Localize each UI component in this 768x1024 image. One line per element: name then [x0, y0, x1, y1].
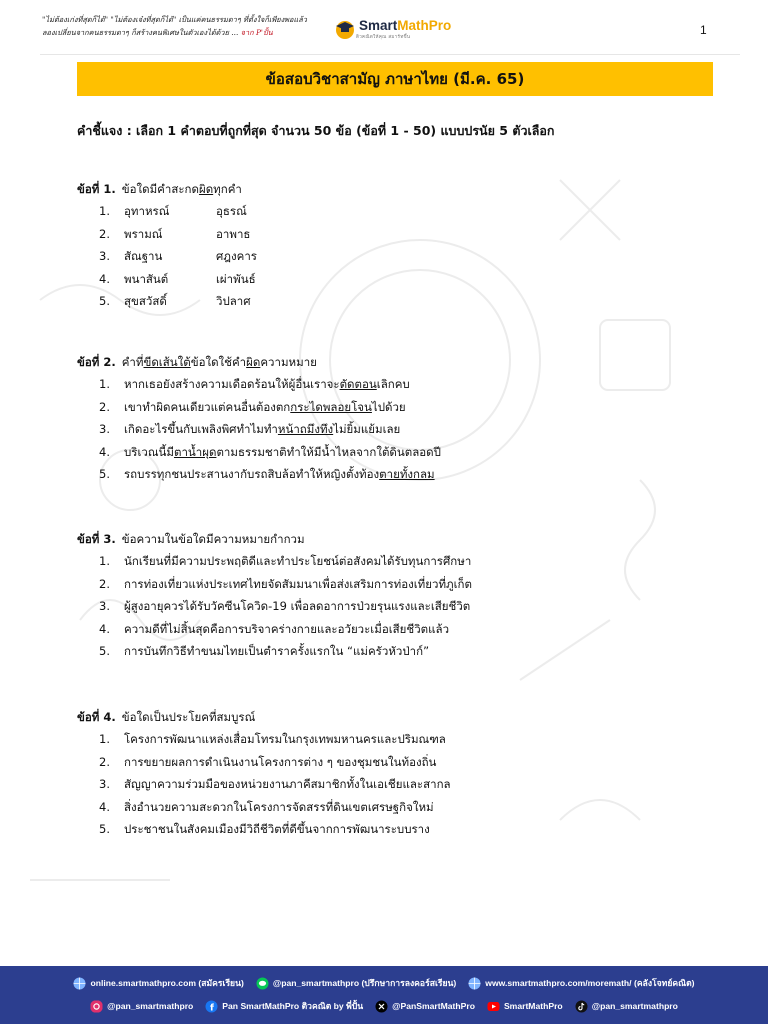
choice-word-b: เผ่าพันธ์ — [216, 271, 256, 286]
choice-word-a: สัณฐาน — [124, 249, 163, 263]
footer-row-1 — [0, 976, 768, 990]
choice-number: 5. — [99, 294, 110, 308]
choice-word-b: วิปลาศ — [216, 294, 251, 308]
logo-text-accent: MathPro — [397, 17, 452, 33]
choice-4[interactable] — [77, 441, 441, 464]
choice-4[interactable] — [77, 268, 256, 291]
footer-text: @PanSmartMathPro — [392, 1001, 475, 1011]
choice-4[interactable] — [77, 618, 450, 641]
choice-underlined: ตัดตอน — [339, 377, 377, 391]
stem-text: ข้อใดมีคำสะกด — [121, 182, 199, 196]
choice-word-b: อาพาธ — [216, 226, 251, 241]
choice-2[interactable] — [77, 396, 406, 419]
choice-number: 3. — [99, 777, 110, 791]
choice-number: 4. — [99, 444, 110, 459]
choice-2[interactable] — [77, 223, 251, 246]
question-4-stem — [77, 706, 255, 728]
choice-number: 1. — [99, 204, 110, 218]
stem-text: ข้อความในข้อใดมีความหมายกำกวม — [121, 532, 305, 546]
choice-number: 1. — [99, 554, 110, 568]
footer-text: online.smartmathpro.com (สมัครเรียน) — [90, 978, 244, 988]
choice-text: เขาทำผิดคนเดียวแต่คนอื่นต้องตก — [124, 399, 291, 414]
stem-text: คำที่ — [121, 355, 144, 369]
choice-1[interactable] — [77, 550, 472, 573]
choice-text: ความดีที่ไม่สิ้นสุดคือการบริจาคร่างกายและอวัยวะเมื่อเสียชีวิตแล้ว — [124, 621, 450, 636]
logo-tagline: ติวคณิตให้คุณ สมาร์ทขึ้น — [356, 34, 411, 40]
choice-text: บริเวณนี้มี — [124, 444, 174, 459]
header-divider — [40, 54, 740, 55]
stem-text: ความหมาย — [260, 355, 317, 369]
choice-3[interactable] — [77, 418, 401, 441]
footer-text: www.smartmathpro.com/moremath/ (คลังโจทย์คณิต) — [485, 978, 695, 988]
choice-text: สิ่งอำนวยความสะดวกในโครงการจัดสรรที่ดินเขตเศรษฐกิจใหม่ — [124, 799, 434, 814]
choice-1[interactable] — [77, 373, 410, 396]
question-number: ข้อที่ 3. — [77, 532, 116, 546]
question-1 — [77, 178, 257, 313]
youtube-icon — [487, 1000, 500, 1013]
footer-website-signup[interactable] — [73, 976, 243, 990]
choice-text: ผู้สูงอายุควรได้รับวัคซีนโควิด-19 เพื่อลดอาการป่วยรุนแรงและเสียชีวิต — [124, 599, 471, 613]
header-slogan — [42, 13, 342, 39]
choice-text: การขยายผลการดำเนินงานโครงการต่าง ๆ ของชุมชนในท้องถิ่น — [124, 754, 437, 769]
footer-text: @pan_smartmathpro — [107, 1001, 194, 1011]
choice-text: ไปด้วย — [371, 399, 406, 414]
question-number: ข้อที่ 2. — [77, 355, 116, 369]
choice-text: การท่องเที่ยวแห่งประเทศไทยจัดสัมมนาเพื่อส่งเสริมการท่องเที่ยวที่ภูเก็ต — [124, 576, 472, 591]
stem-text: ข้อใดใช้คำ — [190, 355, 247, 369]
choice-text: ไม่ยิ้มแย้มเลย — [333, 422, 401, 436]
choice-text: รถบรรทุกชนประสานงากับรถสิบล้อทำให้หญิงตั้งท้อง — [124, 467, 380, 481]
choice-3[interactable] — [77, 595, 471, 618]
page-header — [0, 0, 768, 58]
choice-number: 5. — [99, 822, 110, 836]
choice-text: หากเธอยังสร้างความเดือดร้อนให้ผู้อื่นเราจะ — [124, 377, 340, 391]
footer-text: SmartMathPro — [503, 1001, 563, 1011]
choice-number: 3. — [99, 422, 110, 436]
choice-number: 3. — [99, 599, 110, 613]
choice-number: 1. — [99, 377, 110, 391]
contact-footer — [0, 966, 768, 1024]
page-number: 1 — [700, 23, 707, 37]
smartmathpro-logo — [334, 16, 451, 42]
stem-underlined: ขีดเส้นใต้ — [143, 355, 191, 369]
stem-underlined: ผิด — [198, 182, 214, 196]
question-1-stem — [77, 178, 242, 200]
slogan-line-2-text: ลองเปลี่ยนจากคนธรรมดาๆ ก็สร้างคนพิเศษในตัวเองได้ด้วย ... — [42, 28, 241, 37]
choice-text: การบันทึกวิธีทำขนมไทยเป็นตำราครั้งแรกใน “แม่ครัวหัวป่าก์” — [124, 644, 430, 658]
globe-icon — [73, 977, 86, 990]
stem-underlined: ผิด — [246, 355, 261, 369]
choice-text: เกิดอะไรขึ้นกับเพลิงพิศทำไมทำ — [124, 422, 278, 436]
choice-number: 2. — [99, 226, 110, 241]
footer-line-contact[interactable] — [256, 976, 456, 990]
footer-text: @pan_smartmathpro — [591, 1001, 678, 1011]
choice-number: 4. — [99, 799, 110, 814]
footer-website-moremath[interactable] — [468, 976, 694, 990]
question-3 — [77, 528, 472, 663]
choice-underlined: ตาน้ำผุด — [173, 444, 217, 459]
choice-3[interactable] — [77, 773, 451, 796]
choice-2[interactable] — [77, 751, 437, 774]
choice-5[interactable] — [77, 290, 251, 313]
tiktok-icon — [575, 1000, 588, 1013]
choice-2[interactable] — [77, 573, 472, 596]
logo-text-main: Smart — [359, 17, 398, 33]
choice-number: 4. — [99, 271, 110, 286]
choice-number: 2. — [99, 576, 110, 591]
graduation-cap-logo-icon — [334, 18, 356, 40]
choice-5[interactable] — [77, 463, 435, 486]
globe-icon — [468, 977, 481, 990]
choice-underlined: ตายทั้งกลม — [379, 467, 435, 481]
choice-5[interactable] — [77, 640, 430, 663]
choice-text: นักเรียนที่มีความประพฤติดีและทำประโยชน์ต่อสังคมได้รับทุนการศึกษา — [124, 554, 472, 568]
footer-text: @pan_smartmathpro (ปรึกษาการลงคอร์สเรียน) — [272, 978, 457, 988]
question-3-stem — [77, 528, 305, 550]
choice-3[interactable] — [77, 245, 257, 268]
choice-text: โครงการพัฒนาแหล่งเสื่อมโทรมในกรุงเทพมหานครและปริมณฑล — [124, 732, 446, 746]
choice-number: 1. — [99, 732, 110, 746]
choice-number: 5. — [99, 467, 110, 481]
slogan-line-2 — [42, 26, 342, 39]
question-4 — [77, 706, 451, 841]
choice-underlined: หน้าถมึงทึง — [277, 422, 334, 436]
footer-row-2 — [0, 999, 768, 1013]
choice-1[interactable] — [77, 200, 247, 223]
footer-tiktok[interactable] — [575, 1000, 678, 1013]
question-2-stem — [77, 351, 317, 373]
logo-wordmark — [356, 19, 451, 40]
stem-text: ข้อใดเป็นประโยคที่สมบูรณ์ — [121, 710, 256, 724]
choice-word-a: อุทาหรณ์ — [124, 204, 170, 218]
choice-word-a: สุขสวัสดิ์ — [124, 294, 167, 308]
choice-text: ตามธรรมชาติทำให้มีน้ำไหลจากใต้ดินตลอดปี — [216, 444, 441, 459]
instructions: คำชี้แจง : เลือก 1 คำตอบที่ถูกที่สุด จำนวน 50 ข้อ (ข้อที่ 1 - 50) แบบปรนัย 5 ตัวเลือก — [77, 123, 555, 138]
choice-number: 5. — [99, 644, 110, 658]
slogan-line-1: "ไม่ต้องเก่งที่สุดก็ได้" "ไม่ต้องเจ๋งที่สุดก็ได้" เป็นแค่คนธรรมดาๆ ที่ตั้งใจก็เพียงพอแล้ว — [42, 15, 307, 24]
choice-number: 2. — [99, 754, 110, 769]
footer-x[interactable] — [375, 1000, 475, 1013]
footer-youtube[interactable] — [487, 1000, 563, 1013]
stem-text: ทุกคำ — [213, 182, 242, 196]
choice-number: 3. — [99, 249, 110, 263]
choice-number: 4. — [99, 621, 110, 636]
line-icon — [256, 977, 269, 990]
facebook-icon — [205, 1000, 218, 1013]
choice-word-b: อุธรณ์ — [216, 204, 247, 218]
choice-4[interactable] — [77, 796, 434, 819]
choice-text: สัญญาความร่วมมือของหน่วยงานภาคีสมาชิกทั้งในเอเชียและสากล — [124, 777, 451, 791]
choice-1[interactable] — [77, 728, 446, 751]
footer-instagram[interactable] — [90, 1000, 193, 1013]
svg-text:f: f — [210, 1003, 215, 1013]
choice-word-a: พนาสันต์ — [124, 271, 169, 286]
footer-text: Pan SmartMathPro ติวคณิต by พี่ปั้น — [222, 1001, 364, 1011]
exam-title: ข้อสอบวิชาสามัญ ภาษาไทย (มี.ค. 65) — [77, 62, 713, 96]
question-number: ข้อที่ 1. — [77, 182, 116, 196]
choice-number: 2. — [99, 399, 110, 414]
choice-text: ประชาชนในสังคมเมืองมีวิถีชีวิตที่ดีขึ้นจากการพัฒนาระบบราง — [124, 822, 430, 836]
slogan-signature: จาก P'ปั้น — [240, 28, 273, 37]
choice-underlined: กระไดพลอยโจน — [290, 399, 372, 414]
choice-text: เลิกคบ — [376, 377, 410, 391]
instagram-icon — [90, 1000, 103, 1013]
choice-word-b: ศฎงคาร — [216, 249, 257, 263]
x-icon — [375, 1000, 388, 1013]
choice-word-a: พรามณ์ — [124, 226, 163, 241]
footer-facebook[interactable] — [205, 999, 363, 1013]
question-2 — [77, 351, 441, 486]
choice-5[interactable] — [77, 818, 430, 841]
question-number: ข้อที่ 4. — [77, 710, 116, 724]
